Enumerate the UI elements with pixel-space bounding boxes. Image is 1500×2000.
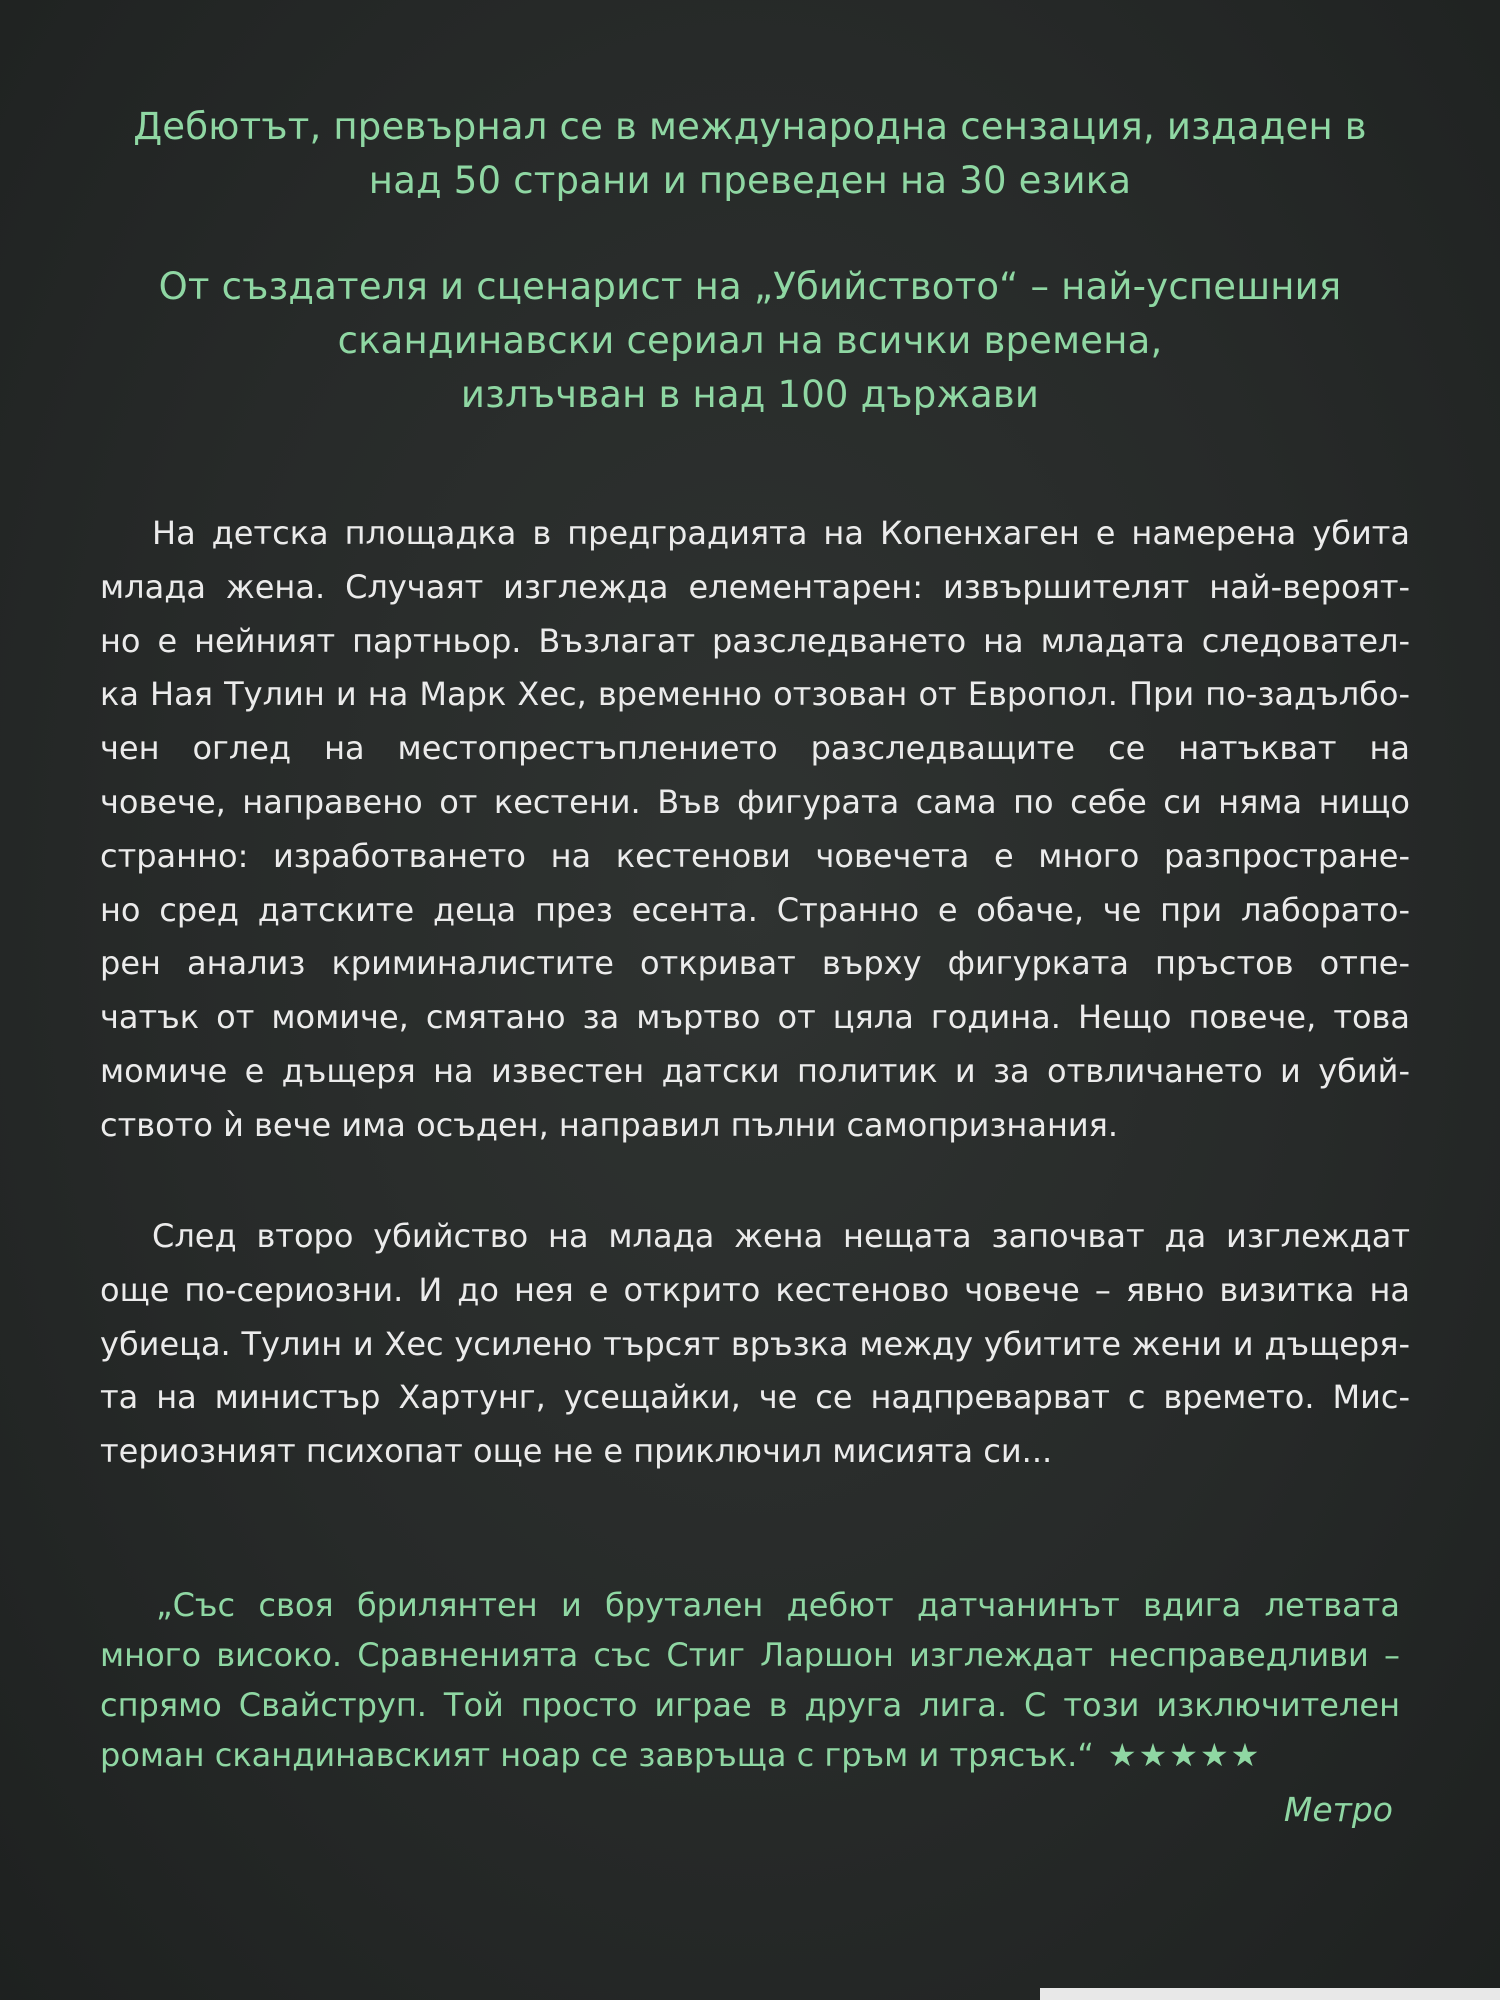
tagline-line: Дебютът, превърнал се в международна сензация, издаден в [133, 105, 1367, 148]
paragraph-line: но е нейният партньор. Възлагат разследването на младата следовател- [100, 621, 1410, 660]
paragraph-line: та на министър Хартунг, усещайки, че се надпреварват с времето. Мис- [100, 1378, 1410, 1417]
rating-stars: ★★★★★ [1107, 1736, 1262, 1774]
paragraph-line: още по-сериозни. И до нея е открито кестеново човече – явно визитка на [100, 1270, 1410, 1309]
paragraph-line: чатък от момиче, смятано за мъртво от цяла година. Нещо повече, това [100, 998, 1410, 1037]
review-quote [100, 1580, 1400, 1780]
paragraph-line: На детска площадка в предградията на Копенхаген е намерена убита [152, 514, 1410, 552]
tagline-line: излъчван в над 100 държави [460, 373, 1040, 416]
synopsis-paragraph-1 [100, 507, 1410, 1153]
paragraph-line: чен оглед на местопрестъплението разследващите се натъкват на [100, 729, 1410, 768]
tagline-creator-of-the-killing [100, 260, 1400, 422]
tagline-line: От създателя и сценарист на „Убийството“ – най-успешния [158, 265, 1342, 308]
quote-line: роман скандинавският ноар се завръща с гръм и трясък.“ [100, 1736, 1094, 1774]
synopsis-paragraph-2 [100, 1210, 1410, 1479]
barcode-sticker-edge [1040, 1988, 1500, 2000]
review-source: Метро [1283, 1790, 1393, 1829]
paragraph-line: човече, направено от кестени. Във фигурата сама по себе си няма нищо [100, 782, 1410, 821]
tagline-line: над 50 страни и преведен на 30 езика [368, 159, 1132, 202]
quote-line: „Със своя брилянтен и брутален дебют датчанинът вдига летвата [156, 1586, 1400, 1624]
paragraph-line: момиче е дъщеря на известен датски политик и за отвличането и убий- [100, 1051, 1410, 1090]
quote-line: спрямо Свайструп. Той просто играе в друга лига. С този изключителен [100, 1686, 1400, 1724]
paragraph-line: убиеца. Тулин и Хес усилено търсят връзка между убитите жени и дъщеря- [100, 1324, 1410, 1363]
paragraph-line: ка Ная Тулин и на Марк Хес, временно отзован от Европол. При по-задълбо- [100, 675, 1410, 714]
quote-line: много високо. Сравненията със Стиг Ларшон изглеждат несправедливи – [100, 1636, 1400, 1674]
tagline-line: скандинавски сериал на всички времена, [337, 319, 1163, 362]
paragraph-line: ството ѝ вече има осъден, направил пълни самопризнания. [100, 1105, 1119, 1144]
paragraph-line: След второ убийство на млада жена нещата започват да изглеждат [152, 1217, 1410, 1255]
tagline-international-sensation [100, 100, 1400, 208]
quote-last-line [100, 1730, 1400, 1780]
paragraph-line: териозният психопат още не е приключил мисията си... [100, 1432, 1053, 1471]
paragraph-line: рен анализ криминалистите откриват върху фигурката пръстов отпе- [100, 944, 1410, 983]
paragraph-line: млада жена. Случаят изглежда елементарен: извършителят най-вероят- [100, 567, 1410, 606]
paragraph-line: странно: изработването на кестенови човечета е много разпростране- [100, 836, 1410, 875]
paragraph-line: но сред датските деца през есента. Странно е обаче, че при лаборато- [100, 890, 1410, 929]
